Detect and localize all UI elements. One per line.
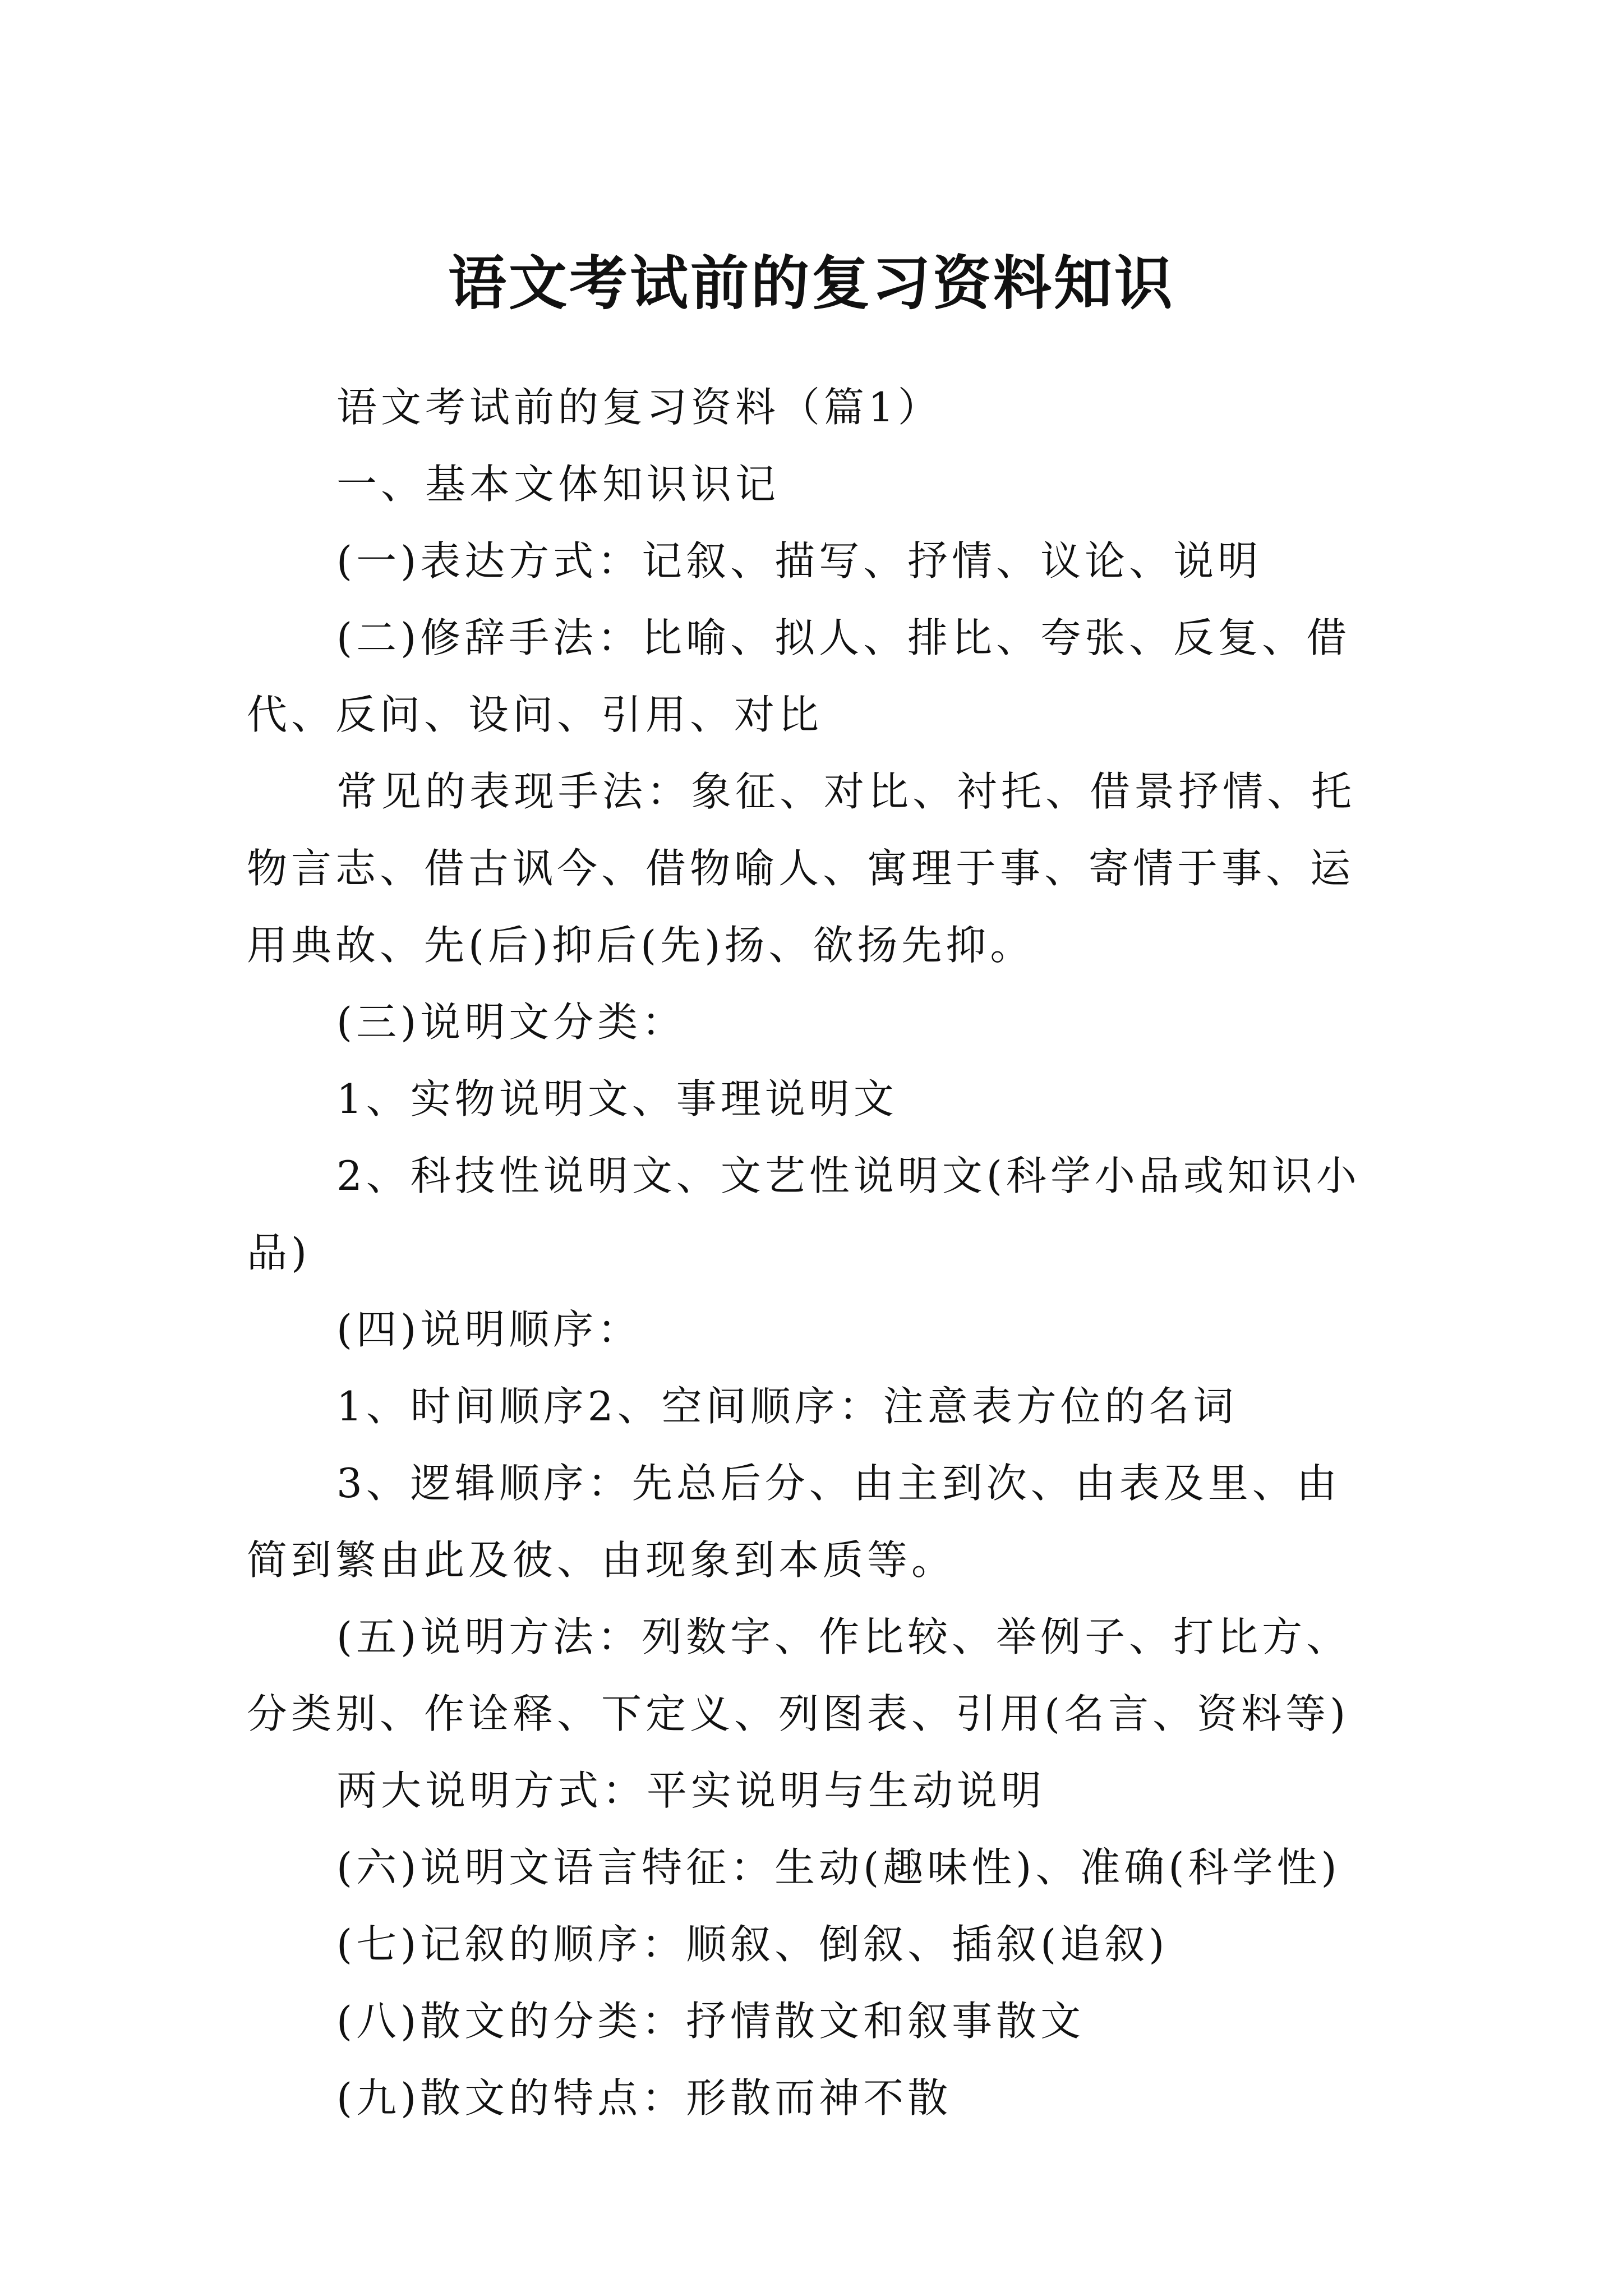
paragraph: 1、时间顺序2、空间顺序：注意表方位的名词 xyxy=(336,1383,1238,1430)
paragraph: (一)表达方式：记叙、描写、抒情、议论、说明 xyxy=(336,537,1262,585)
paragraph: 1、实物说明文、事理说明文 xyxy=(336,1075,898,1122)
paragraph: (七)记叙的顺序：顺叙、倒叙、插叙(追叙) xyxy=(336,1921,1169,1968)
paragraph: (六)说明文语言特征：生动(趣味性)、准确(科学性) xyxy=(336,1844,1341,1891)
paragraph: 语文考试前的复习资料（篇1） xyxy=(336,384,942,431)
document-title: 语文考试前的复习资料知识 xyxy=(448,248,1175,318)
paragraph: (二)修辞手法：比喻、拟人、排比、夸张、反复、借代、反问、设问、引用、对比 xyxy=(247,614,1351,738)
paragraph: (八)散文的分类：抒情散文和叙事散文 xyxy=(336,1998,1085,2045)
paragraph: (九)散文的特点：形散而神不散 xyxy=(336,2074,952,2122)
paragraph: (五)说明方法：列数字、作比较、举例子、打比方、分类别、作诠释、下定义、列图表、引用(名言、资料等) xyxy=(247,1613,1351,1737)
paragraph: 两大说明方式：平实说明与生动说明 xyxy=(336,1767,1046,1814)
paragraph: 一、基本文体知识识记 xyxy=(336,461,780,508)
document-body xyxy=(247,369,1382,2137)
paragraph: (三)说明文分类： xyxy=(336,999,686,1046)
paragraph: 3、逻辑顺序：先总后分、由主到次、由表及里、由简到繁由此及彼、由现象到本质等。 xyxy=(247,1460,1341,1584)
paragraph: 2、科技性说明文、文艺性说明文(科学小品或知识小品) xyxy=(247,1152,1361,1276)
paragraph: 常见的表现手法：象征、对比、衬托、借景抒情、托物言志、借古讽今、借物喻人、寓理于事、寄情于事、运用典故、先(后)抑后(先)扬、欲扬先抑。 xyxy=(247,768,1356,969)
paragraph: (四)说明顺序： xyxy=(336,1306,642,1353)
